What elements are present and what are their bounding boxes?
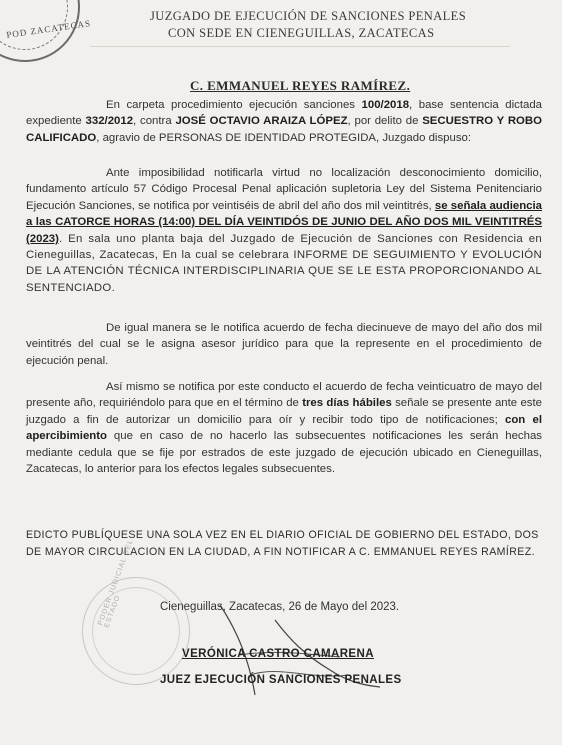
paragraph-hearing-notice: Ante imposibilidad notificarla virtud no localización desconocimiento domicilio, fundamento artículo 57 Código Procesal Penal aplicación supletoria Ley del Sistema Penitenciario Ejecución Sanciones, se notifica por veintiséis de abril del año dos mil veintitrés, se señala audiencia a las CATORCE HORAS (14:00) DEL DÍA VEINTIDÓS DE JUNIO DEL AÑO DOS MIL VEINTITRÉS (2023). En sala uno planta baja del Juzgado de Ejecución de Sanciones con Residencia en Cieneguillas, Zacatecas, En la cual se celebrara INFORME DE SEGUIMIENTO Y EVOLUCIÓN DE LA ATENCIÓN TÉCNICA INTERDISCIPLINARIA QUE SE LE ESTA PROPORCIONANDO AL SENTENCIADO. [26, 167, 542, 294]
addressee-name: C. EMMANUEL REYES RAMÍREZ. [190, 78, 411, 93]
court-seal-text: POD ZACATECAS [5, 18, 92, 40]
place-and-date: Cieneguillas, Zacatecas, 26 de Mayo del 2023. [160, 601, 400, 613]
paragraph-case-details: En carpeta procedimiento ejecución sanciones 100/2018, base sentencia dictada expediente 332/2012, contra JOSÉ OCTAVIO ARAIZA LÓPEZ, por delito de SECUESTRO Y ROBO CALIFICADO, agravio de PERSONAS DE IDENTIDAD PROTEGIDA, Juzgado dispuso: [26, 99, 542, 144]
hearing-date-highlight: se señala audiencia a las CATORCE HORAS (14:00) DEL DÍA VEINTIDÓS DE JUNIO DEL AÑO DOS MIL VEINTITRÉS (2023) [26, 199, 542, 245]
edicto-publication-order: EDICTO PUBLÍQUESE UNA SOLA VEZ EN EL DIARIO OFICIAL DE GOBIERNO DEL ESTADO, DOS DE MAYOR CIRCULACION EN LA CIUDAD, A FIN NOTIFICAR A C. EMMANUEL REYES RAMÍREZ. [26, 529, 539, 558]
official-stamp-text: PODER JUDICIAL DEL ESTADO [97, 538, 135, 629]
paragraph-requirement: Así mismo se notifica por este conducto el acuerdo de fecha veinticuatro de mayo del presente año, requiriéndolo para que en el término de tres días hábiles señale se presente ante este juzgado a fin de autorizar un domicilio para oír y recibir todo tipo de notificaciones; con el apercibimiento que en caso de no hacerlo las subsecuentes notificaciones les serán hechas mediante cedula que se fije por estrados de este juzgado de ejecución ubicado en Cieneguillas, Zacatecas, lo anterior para los efectos legales subsecuentes. [26, 381, 543, 476]
court-header-line-1: JUZGADO DE EJECUCIÓN DE SANCIONES PENALES [150, 9, 467, 23]
court-header-line-2: CON SEDE EN CIENEGUILLAS, ZACATECAS [168, 26, 435, 40]
court-header [150, 8, 562, 42]
paragraph-legal-advisor: De igual manera se le notifica acuerdo de fecha diecinueve de mayo del año dos mil veintitrés del cual se le asigna asesor jurídico para que la represente en el procedimiento de ejecución penal. [26, 322, 542, 367]
header-divider [90, 46, 510, 47]
signer-title: JUEZ EJECUCIÓN SANCIONES PENALES [160, 674, 402, 686]
signer-name: VERÓNICA CASTRO CAMARENA [182, 648, 374, 660]
official-stamp [82, 538, 190, 685]
